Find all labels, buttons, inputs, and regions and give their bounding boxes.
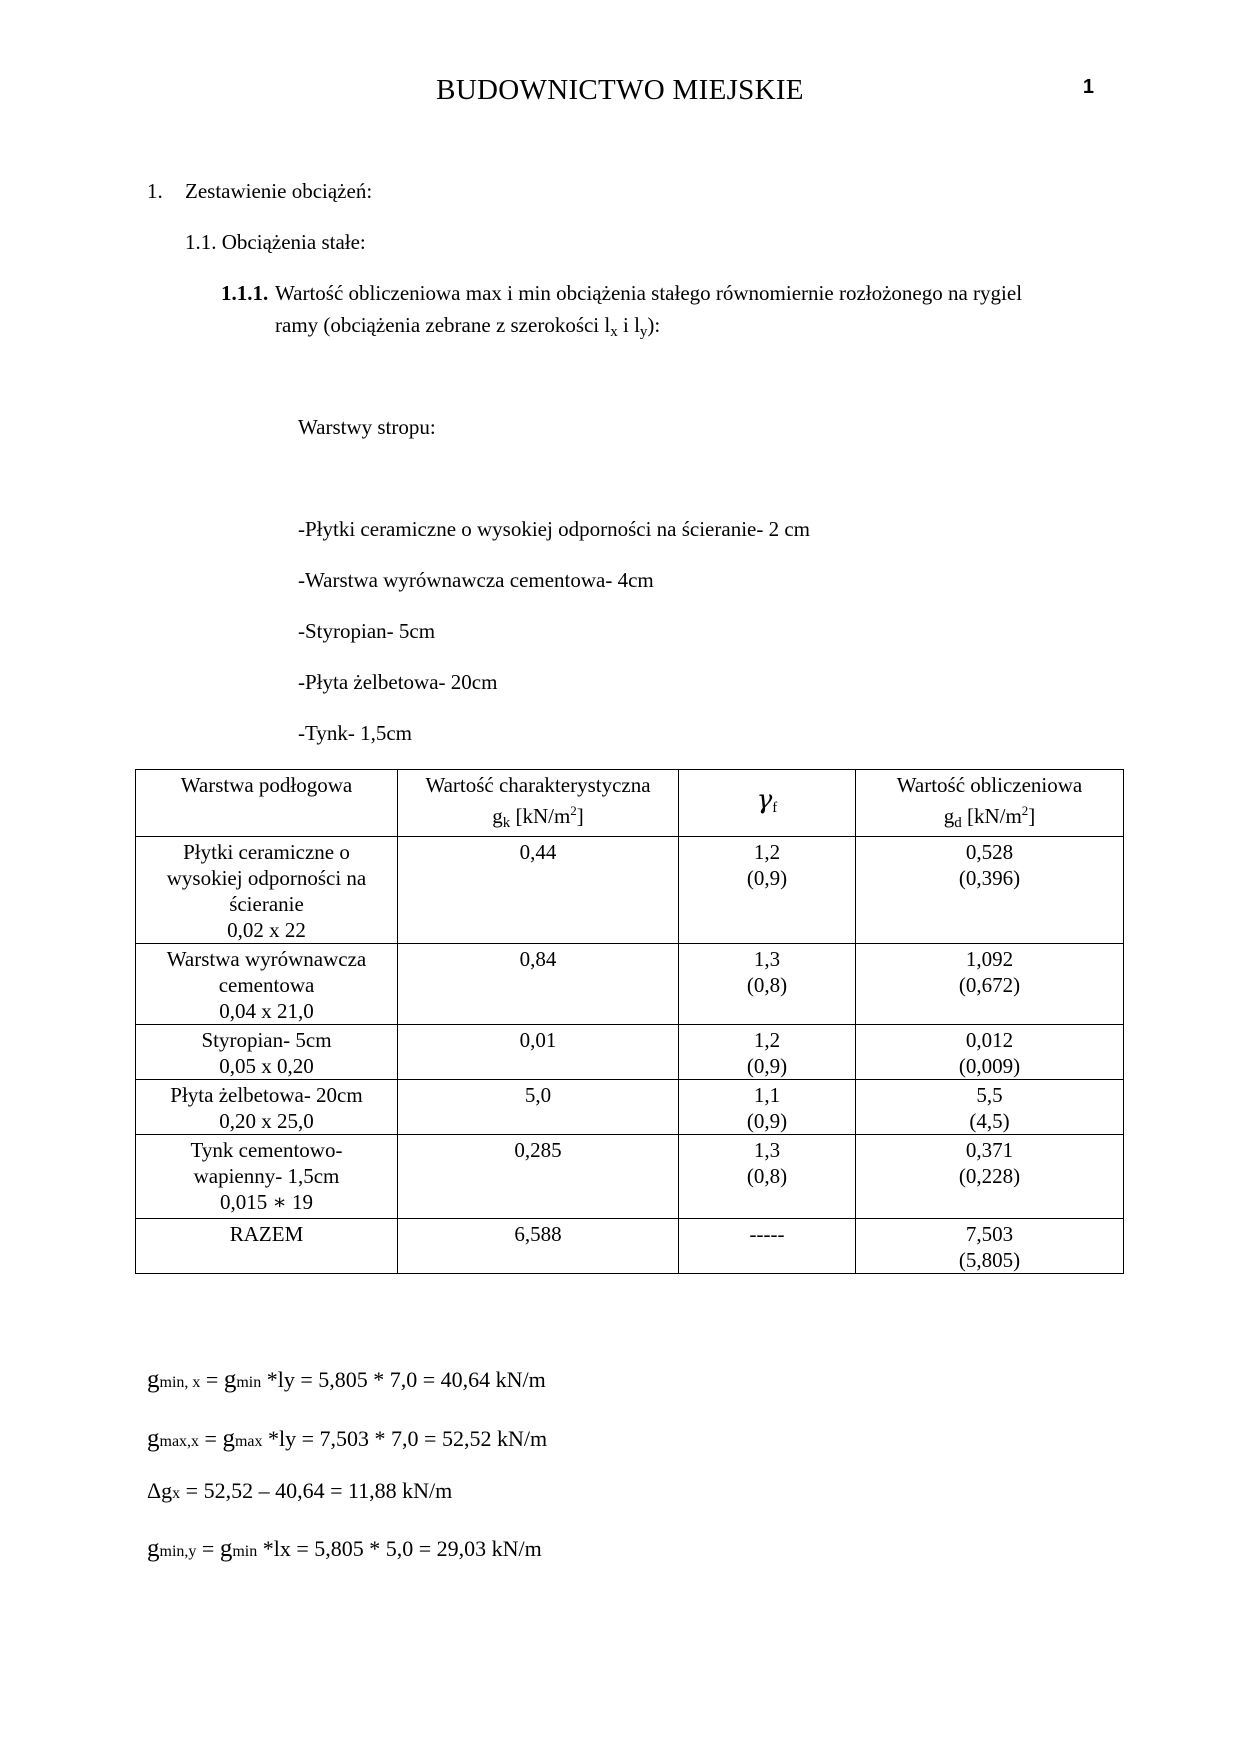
cell-gamma: 1,2 (0,9): [679, 1025, 856, 1080]
layer-item: -Tynk- 1,5cm: [298, 721, 413, 745]
cell-gk: 0,01: [398, 1025, 679, 1080]
header-gamma: $\gamma_f$: [679, 770, 856, 837]
layer-item: -Płyta żelbetowa- 20cm: [298, 670, 498, 694]
section-1-1-1-text-line2: ramy (obciążenia zebrane z szerokości $l_x$ i $l_y$):: [275, 313, 661, 340]
cell-gk: 0,285: [398, 1135, 679, 1219]
header-layer: Warstwa podłogowa: [136, 770, 398, 837]
cell-total-label: RAZEM: [136, 1219, 398, 1274]
section-1-1-1-text-line1: Wartość obliczeniowa max i min obciążenia stałego równomiernie rozłożonego na rygiel: [275, 281, 1023, 305]
cell-layer: Warstwa wyrównawcza cementowa 0,04 x 21,0: [136, 944, 398, 1025]
loads-table: [135, 769, 1124, 1274]
header-design: Wartość obliczeniowa $g_d$ $[kN/m^2]$: [856, 770, 1124, 837]
table-row: [136, 837, 1124, 944]
section-1-1-1-number: 1.1.1.: [221, 281, 269, 305]
formula-delta-gx: Δgx = 52,52 – 40,64 = 11,88 kN/m: [147, 1478, 453, 1503]
layer-item: -Warstwa wyrównawcza cementowa- 4cm: [298, 568, 654, 592]
formula-gmax-x: gmax,x = gmax *ly = 7,503 * 7,0 = 52,52 kN/m: [147, 1425, 548, 1452]
header-characteristic: Wartość charakterystyczna $g_k$ $[kN/m^2]$: [398, 770, 679, 837]
cell-total-gd: 7,503 (5,805): [856, 1219, 1124, 1274]
table-row: [136, 1080, 1124, 1135]
cell-gd: 1,092 (0,672): [856, 944, 1124, 1025]
cell-gk: 0,44: [398, 837, 679, 944]
cell-gd: 5,5 (4,5): [856, 1080, 1124, 1135]
table-row: [136, 944, 1124, 1025]
table-total-row: [136, 1219, 1124, 1274]
cell-gk: 5,0: [398, 1080, 679, 1135]
cell-gamma: 1,1 (0,9): [679, 1080, 856, 1135]
layer-item: -Styropian- 5cm: [298, 619, 436, 643]
layers-heading: Warstwy stropu:: [298, 415, 436, 439]
section-1-title: Zestawienie obciążeń:: [185, 179, 373, 203]
cell-total-gk: 6,588: [398, 1219, 679, 1274]
cell-total-gamma: -----: [679, 1219, 856, 1274]
cell-gd: 0,012 (0,009): [856, 1025, 1124, 1080]
layer-item: -Płytki ceramiczne o wysokiej odporności na ścieranie- 2 cm: [298, 517, 810, 541]
cell-layer: Płyta żelbetowa- 20cm 0,20 x 25,0: [136, 1080, 398, 1135]
table-header-row: [136, 770, 1124, 837]
cell-gd: 0,371 (0,228): [856, 1135, 1124, 1219]
section-1-number: 1.: [147, 179, 163, 203]
cell-gd: 0,528 (0,396): [856, 837, 1124, 944]
document-title: BUDOWNICTWO MIEJSKIE: [436, 74, 804, 106]
cell-gamma: 1,3 (0,8): [679, 1135, 856, 1219]
cell-layer: Płytki ceramiczne o wysokiej odporności na ścieranie 0,02 x 22: [136, 837, 398, 944]
cell-layer: Styropian- 5cm 0,05 x 0,20: [136, 1025, 398, 1080]
table-row: [136, 1025, 1124, 1080]
cell-layer: Tynk cementowo- wapienny- 1,5cm 0,015 ∗ 19: [136, 1135, 398, 1219]
formula-gmin-x: gmin, x = gmin *ly = 5,805 * 7,0 = 40,64 kN/m: [147, 1366, 546, 1393]
page-number: 1: [1082, 76, 1094, 98]
table-row: [136, 1135, 1124, 1219]
section-1-1-title: 1.1. Obciążenia stałe:: [185, 230, 366, 254]
formula-gmin-y: gmin,y = gmin *lx = 5,805 * 5,0 = 29,03 kN/m: [147, 1535, 542, 1562]
cell-gamma: 1,2 (0,9): [679, 837, 856, 944]
cell-gk: 0,84: [398, 944, 679, 1025]
cell-gamma: 1,3 (0,8): [679, 944, 856, 1025]
